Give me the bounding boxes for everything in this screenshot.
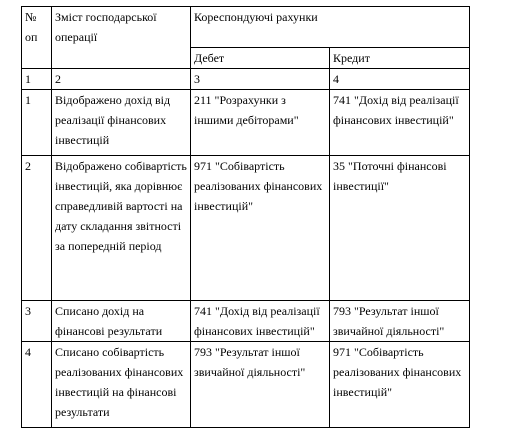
row-content-cell: Відображено собівартість інвестицій, яка дорівнює справедливій вартості на дату складання звітності за попередній період [52,156,191,301]
row-debit-cell: 793 "Результат іншої звичайної діяльності" [191,342,330,428]
row-num-cell: 4 [22,342,52,428]
table-row [22,156,470,301]
table-row [22,301,470,342]
row-debit-cell: 741 "Дохід від реалізації фінансових інвестицій" [191,301,330,342]
column-number-cell: 2 [52,69,191,90]
header-content-cell: Зміст господарської операції [52,7,191,69]
column-number-cell: 4 [330,69,470,90]
header-accounts-cell: Кореспондуючі рахунки [191,7,470,48]
row-credit-cell: 793 "Результат іншої звичайної діяльності" [330,301,470,342]
table-row [22,90,470,156]
column-numbers-row [22,69,470,90]
row-num-cell: 1 [22,90,52,156]
row-num-cell: 2 [22,156,52,301]
header-row [22,7,470,48]
row-credit-cell: 971 "Собівартість реалізованих фінансових інвестицій" [330,342,470,428]
column-number-cell: 3 [191,69,330,90]
row-debit-cell: 971 "Собівартість реалізованих фінансових інвестицій" [191,156,330,301]
header-credit-cell: Кредит [330,48,470,69]
column-number-cell: 1 [22,69,52,90]
row-credit-cell: 35 "Поточні фінансові інвестиції" [330,156,470,301]
row-debit-cell: 211 "Розрахунки з іншими дебіторами" [191,90,330,156]
accounting-entries-table [21,6,470,428]
header-num-cell: № оп [22,7,52,69]
row-content-cell: Списано собівартість реалізованих фінансових інвестицій на фінансові результати [52,342,191,428]
table-row [22,342,470,428]
row-num-cell: 3 [22,301,52,342]
row-credit-cell: 741 "Дохід від реалізації фінансових інвестицій" [330,90,470,156]
header-debit-cell: Дебет [191,48,330,69]
row-content-cell: Відображено дохід від реалізації фінансових інвестицій [52,90,191,156]
row-content-cell: Списано дохід на фінансові результати [52,301,191,342]
